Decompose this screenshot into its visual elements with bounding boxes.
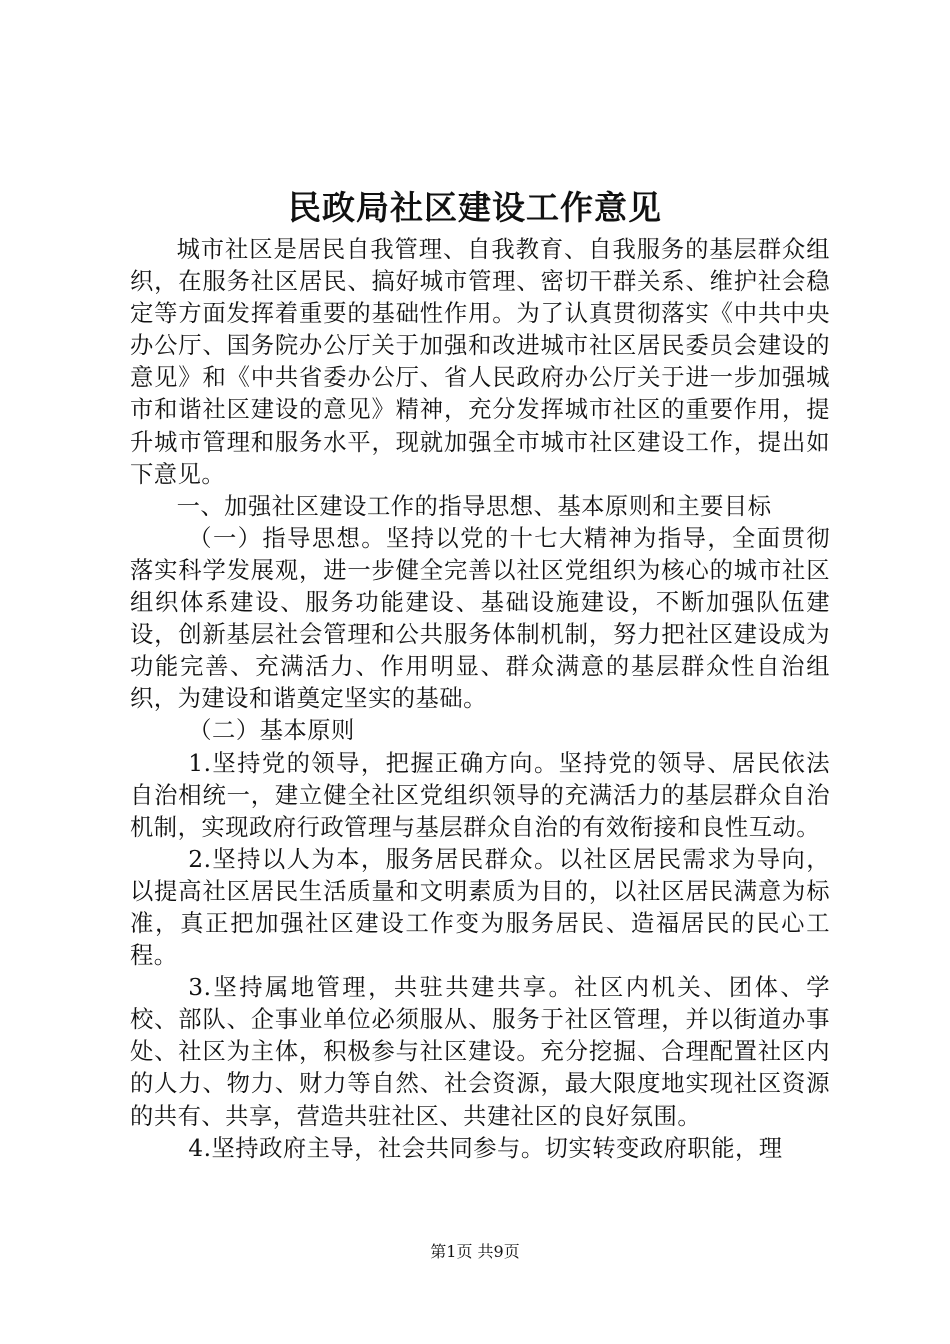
section-heading-1: 一、加强社区建设工作的指导思想、基本原则和主要目标 — [176, 492, 772, 520]
principle-1: 1.坚持党的领导，把握正确方向。坚持党的领导、居民依法自治相统一，建立健全社区党组织领导的充满活力的基层群众自治机制，实现政府行政管理与基层群众自治的有效衔接和良性互动。 — [130, 749, 830, 841]
principle-3: 3.坚持属地管理，共驻共建共享。社区内机关、团体、学校、部队、企事业单位必须服从、服务于社区管理，并以街道办事处、社区为主体，积极参与社区建设。充分挖掘、合理配置社区内的人力、物力、财力等自然、社会资源，最大限度地实现社区资源的共有、共享，营造共驻社区、共建社区的良好氛围。 — [130, 974, 830, 1130]
paragraph-guiding-thought: （一）指导思想。坚持以党的十七大精神为指导，全面贯彻落实科学发展观，进一步健全完善以社区党组织为核心的城市社区组织体系建设、服务功能建设、基础设施建设，不断加强队伍建设，创新基层社会管理和公共服务体制机制，努力把社区建设成为功能完善、充满活力、作用明显、群众满意的基层群众性自治组织，为建设和谐奠定坚实的基础。 — [130, 524, 830, 713]
document-title: 民政局社区建设工作意见 — [288, 188, 662, 227]
paragraph-intro: 城市社区是居民自我管理、自我教育、自我服务的基层群众组织，在服务社区居民、搞好城市管理、密切干群关系、维护社会稳定等方面发挥着重要的基础性作用。为了认真贯彻落实《中共中央办公厅、国务院办公厅关于加强和改进城市社区居民委员会建设的意见》和《中共省委办公厅、省人民政府办公厅关于进一步加强城市和谐社区建设的意见》精神，充分发挥城市社区的重要作用，提升城市管理和服务水平，现就加强全市城市社区建设工作，提出如下意见。 — [130, 236, 830, 488]
page-number-footer: 第1页 共9页 — [430, 1242, 520, 1261]
principle-4: 4.坚持政府主导，社会共同参与。切实转变政府职能，理 — [188, 1134, 783, 1162]
subheading-basic-principles: （二）基本原则 — [188, 717, 355, 745]
document-body — [130, 234, 830, 1165]
principle-2: 2.坚持以人为本，服务居民群众。以社区居民需求为导向，以提高社区居民生活质量和文明素质为目的，以社区居民满意为标准，真正把加强社区建设工作变为服务居民、造福居民的民心工程。 — [130, 845, 830, 970]
